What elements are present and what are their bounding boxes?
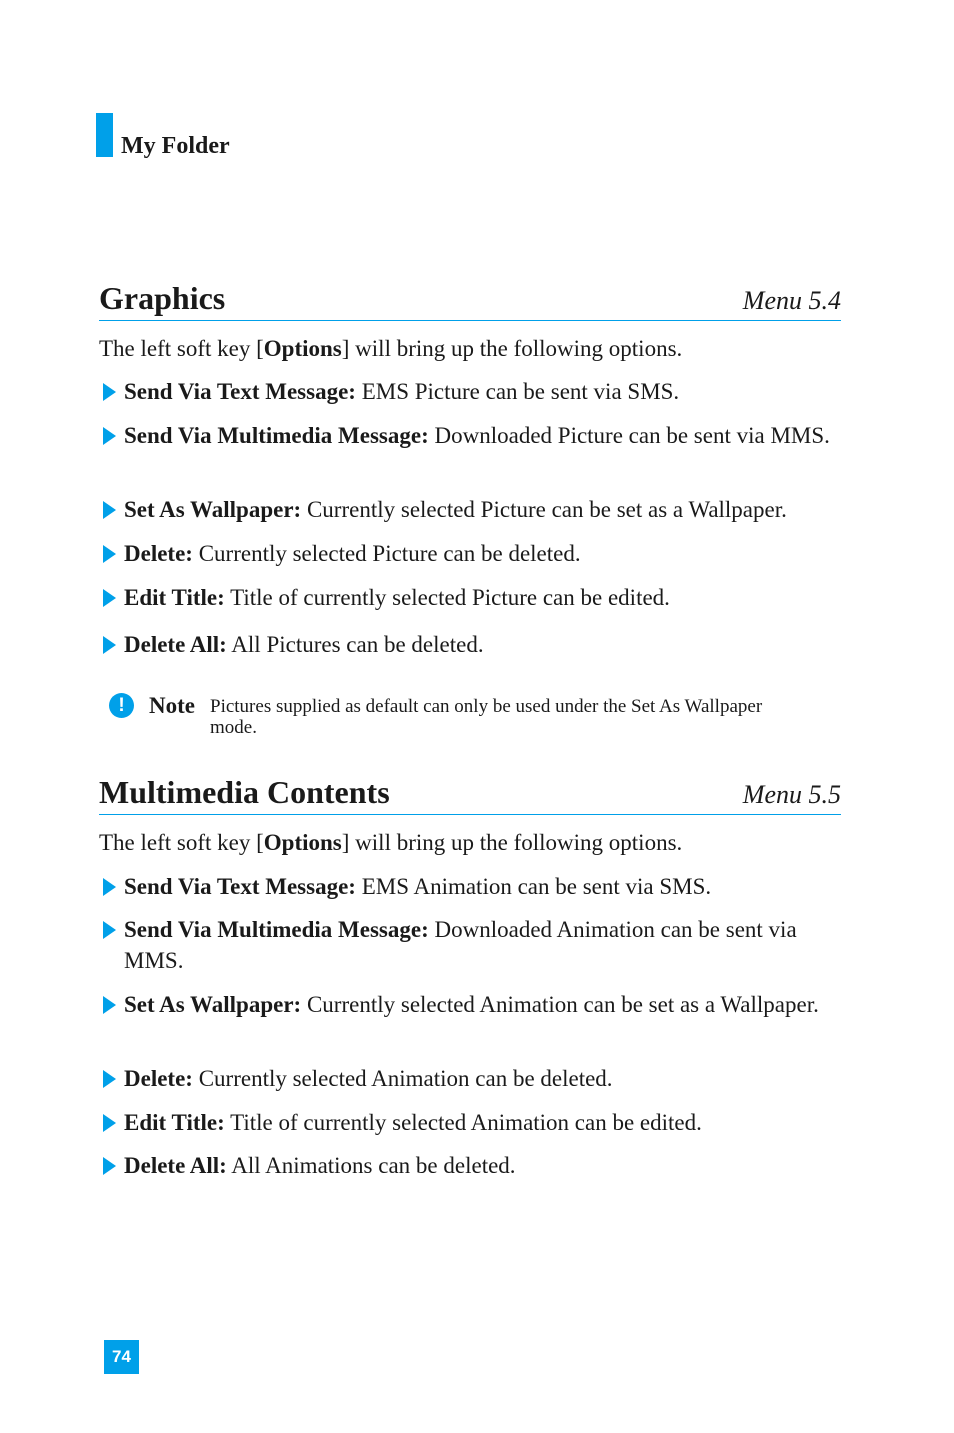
arrow-bullet-icon: [103, 589, 116, 607]
section-title: Multimedia Contents: [99, 774, 390, 810]
arrow-bullet-icon: [103, 383, 116, 401]
options-key: Options: [263, 336, 342, 361]
arrow-bullet-icon: [103, 1114, 116, 1132]
option-item: Edit Title: Title of currently selected Animation can be edited.: [99, 1108, 844, 1139]
note-text: Pictures supplied as default can only be used under the Set As Wallpaper mode.: [210, 696, 763, 738]
note-label: Note: [149, 693, 195, 718]
arrow-bullet-icon: [103, 545, 116, 563]
menu-number: Menu 5.4: [742, 286, 841, 315]
option-item: Edit Title: Title of currently selected Picture can be edited.: [99, 583, 844, 614]
option-item: Set As Wallpaper: Currently selected Animation can be set as a Wallpaper.: [99, 990, 844, 1021]
arrow-bullet-icon: [103, 1070, 116, 1088]
option-item: Delete All: All Animations can be deleted.: [99, 1151, 844, 1182]
section-header-multimedia-contents: [99, 774, 841, 815]
arrow-bullet-icon: [103, 427, 116, 445]
option-item: Delete All: All Pictures can be deleted.: [99, 630, 844, 661]
arrow-bullet-icon: [103, 996, 116, 1014]
option-item: Delete: Currently selected Picture can be deleted.: [99, 539, 844, 570]
option-item: Send Via Multimedia Message: Downloaded Picture can be sent via MMS.: [99, 421, 844, 452]
chapter-marker: [96, 113, 113, 157]
option-item: Set As Wallpaper: Currently selected Picture can be set as a Wallpaper.: [99, 495, 844, 526]
arrow-bullet-icon: [103, 501, 116, 519]
section-title: Graphics: [99, 280, 226, 316]
option-item: Send Via Text Message: EMS Picture can be sent via SMS.: [99, 377, 844, 408]
page-number: 74: [104, 1340, 139, 1374]
arrow-bullet-icon: [103, 921, 116, 939]
exclamation-icon: !: [109, 693, 134, 718]
option-item: Delete: Currently selected Animation can be deleted.: [99, 1064, 844, 1095]
section-intro: The left soft key [Options] will bring up the following options.: [99, 830, 683, 855]
arrow-bullet-icon: [103, 636, 116, 654]
chapter-title: My Folder: [121, 133, 230, 159]
menu-number: Menu 5.5: [742, 780, 841, 809]
section-header-graphics: [99, 280, 841, 321]
arrow-bullet-icon: [103, 1157, 116, 1175]
option-item: Send Via Multimedia Message: Downloaded Animation can be sent via MMS.: [99, 915, 844, 976]
options-key: Options: [263, 830, 342, 855]
section-intro: The left soft key [Options] will bring up the following options.: [99, 336, 683, 361]
option-item: Send Via Text Message: EMS Animation can be sent via SMS.: [99, 872, 844, 903]
arrow-bullet-icon: [103, 878, 116, 896]
